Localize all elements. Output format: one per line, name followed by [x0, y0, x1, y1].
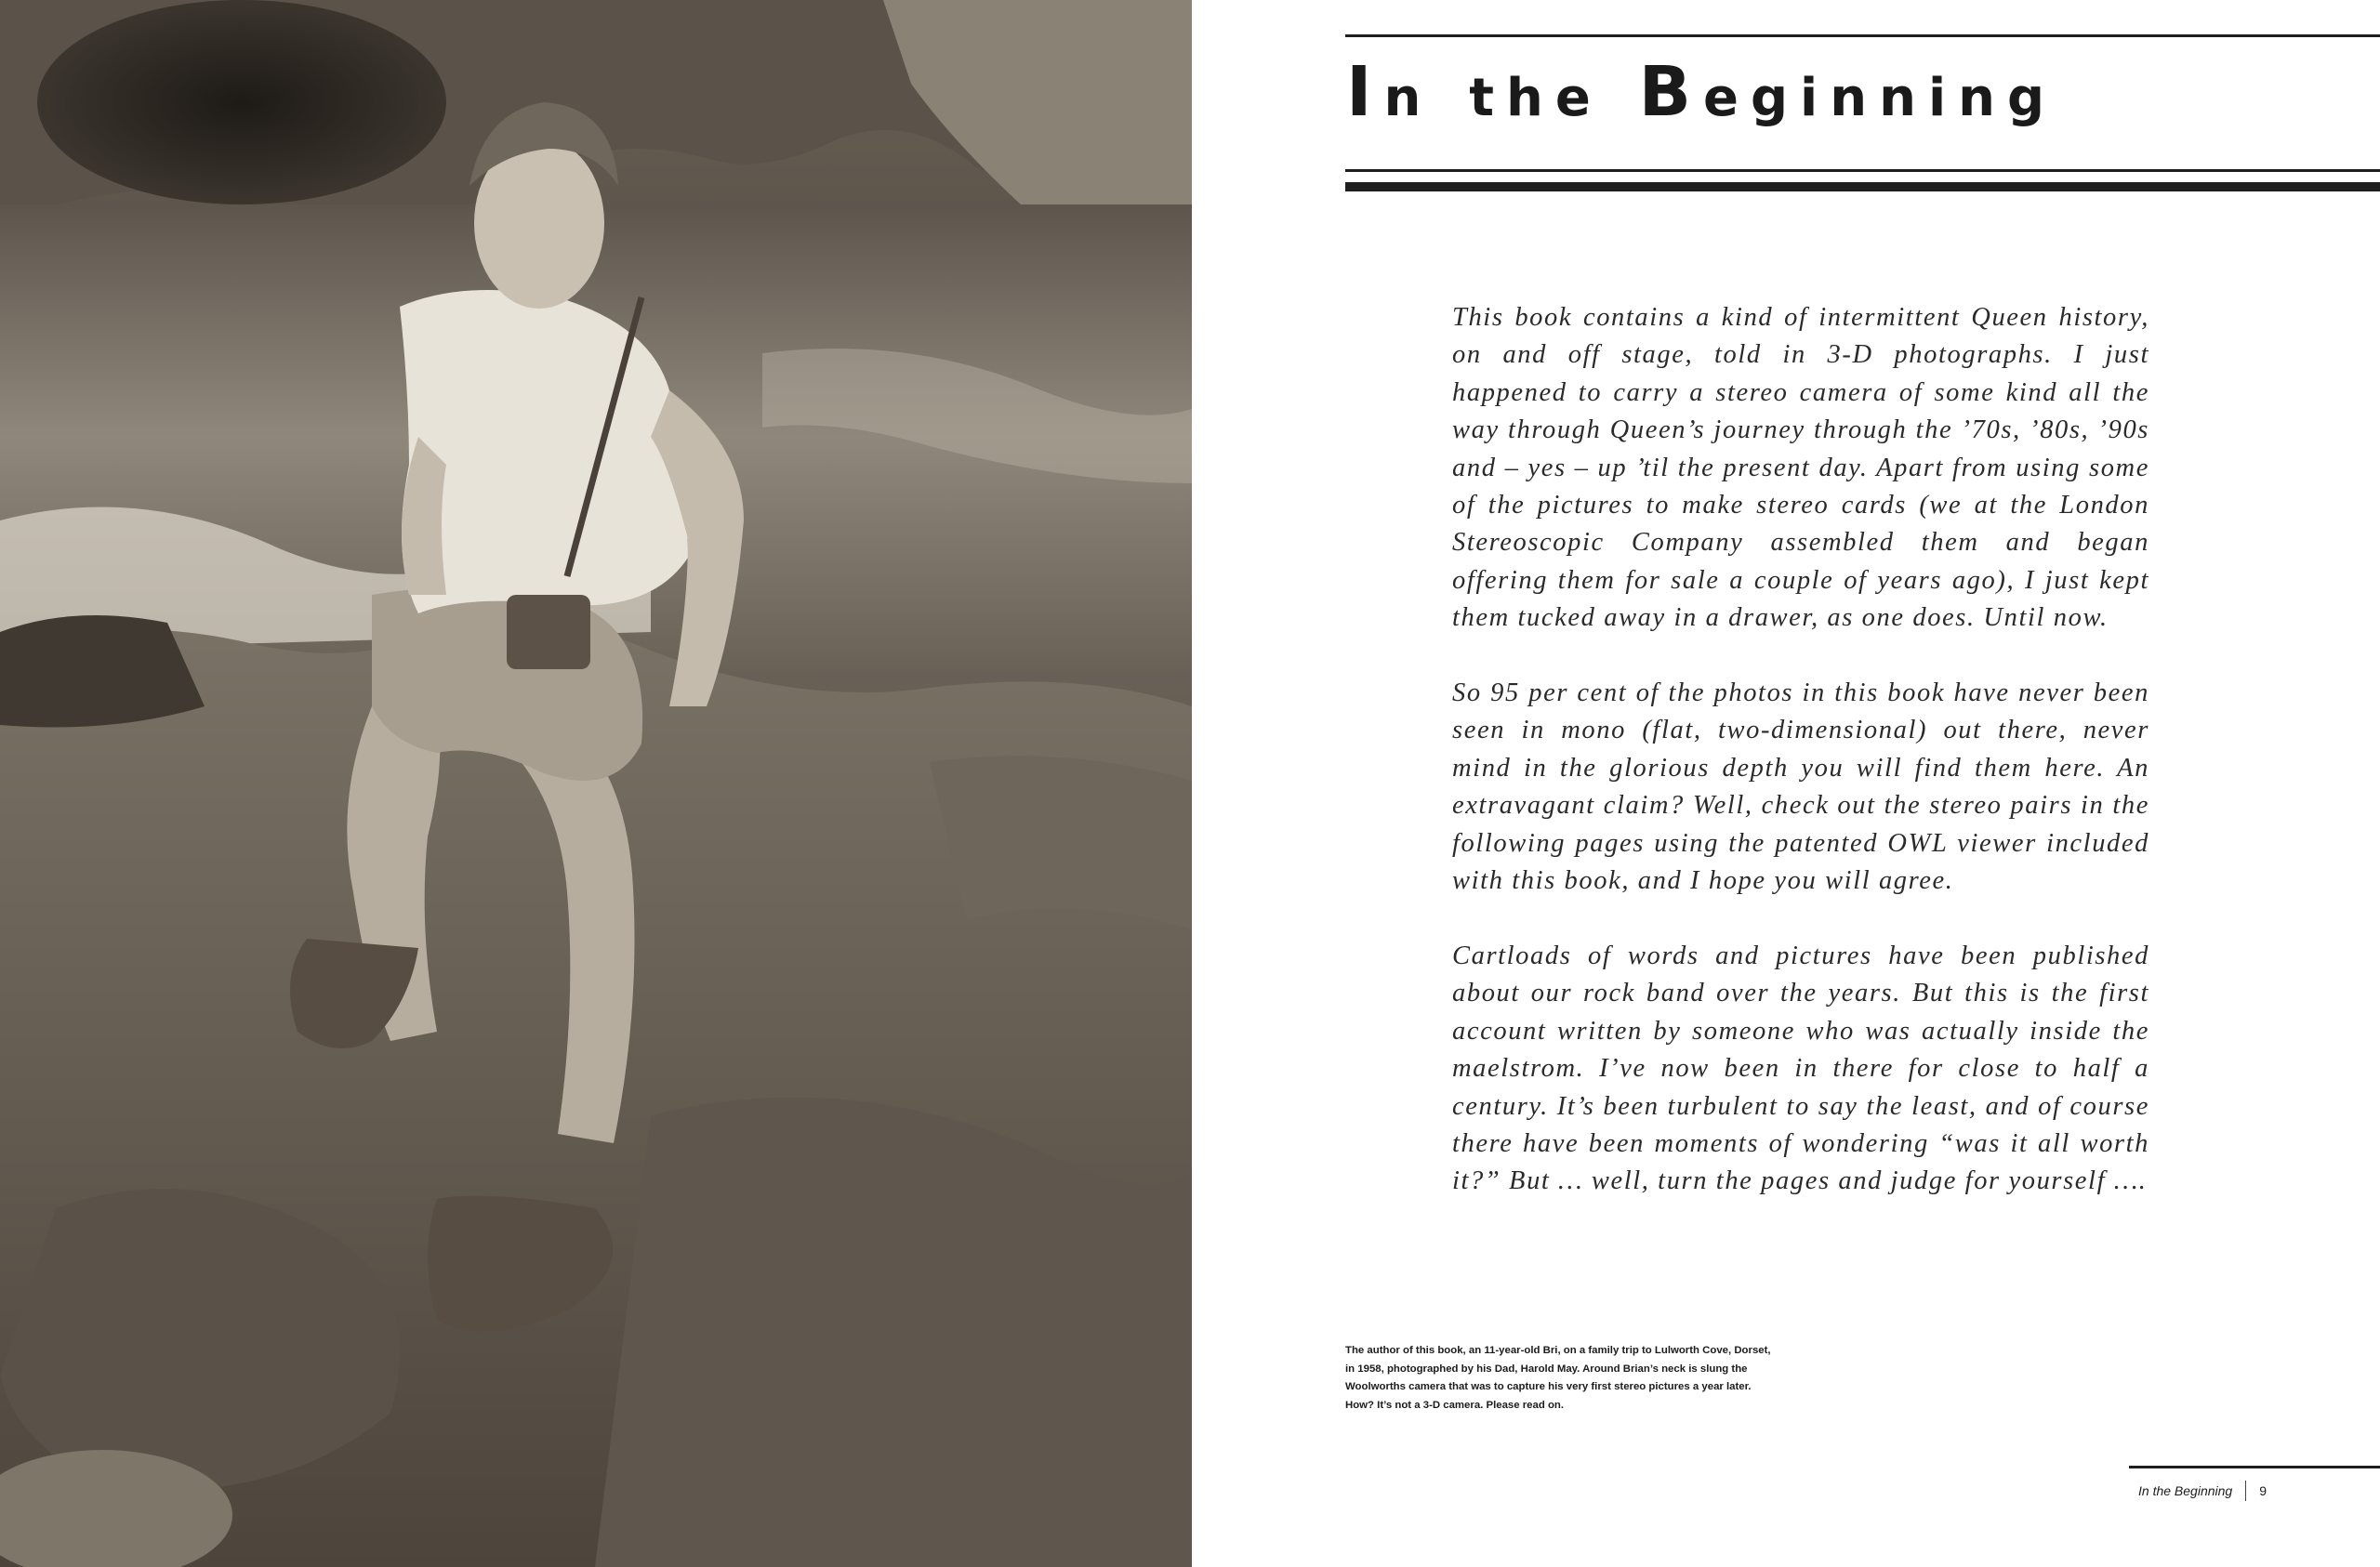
body-paragraph-3: Cartloads of words and pictures have been published about our rock band over the years. But this is the first account written by someone who was actually inside the maelstrom. I’ve now been in there for close to half a century. It’s been turbulent to say the least, and of course there have been moments of wondering “was it all worth it?” But … well, turn the pages and judge for yourself ….	[1452, 942, 2149, 1196]
footer-rule	[2129, 1466, 2380, 1468]
title-word-1: In	[1346, 52, 1434, 132]
page-title	[1346, 52, 2322, 132]
title-top-rule	[1345, 34, 2380, 37]
photo-caption: The author of this book, an 11-year-old Bri, on a family trip to Lulworth Cove, Dorset, in 1958, photographed by his Dad, Harold May. Around Brian’s neck is slung the Woolworths camera that was to capture his very first stereo pictures a year later. How? It’s not a 3-D camera. Please read on.	[1345, 1345, 1771, 1411]
title-word-2: the	[1469, 68, 1603, 128]
title-bottom-thin-rule	[1345, 169, 2380, 172]
page-footer	[2138, 1480, 2267, 1502]
footer-divider	[2245, 1481, 2246, 1501]
body-paragraph-1: This book contains a kind of intermittent Queen history, on and off stage, told in 3-D photographs. I just happened to carry a stereo camera of some kind all the way through Queen’s journey through the ’70s, ’80s, ’90s and – yes – up ’til the present day. Apart from using some of the pictures to make stereo cards (we at the London Stereoscopic Company assembled them and began offering them for sale a couple of years ago), I just kept them tucked away in a drawer, as one does. Until now.	[1452, 303, 2149, 633]
body-paragraph-2: So 95 per cent of the photos in this book have never been seen in mono (flat, two-dimensional) out there, never mind in the glorious depth you will find them here. An extravagant claim? Well, check out the stereo pairs in the following pages using the patented OWL viewer included with this book, and I hope you will agree.	[1452, 678, 2149, 896]
title-bottom-thick-rule	[1345, 182, 2380, 191]
running-footer-title: In the Beginning	[2138, 1483, 2233, 1498]
title-word-3: Beginning	[1638, 52, 2057, 132]
page-number: 9	[2259, 1483, 2267, 1498]
